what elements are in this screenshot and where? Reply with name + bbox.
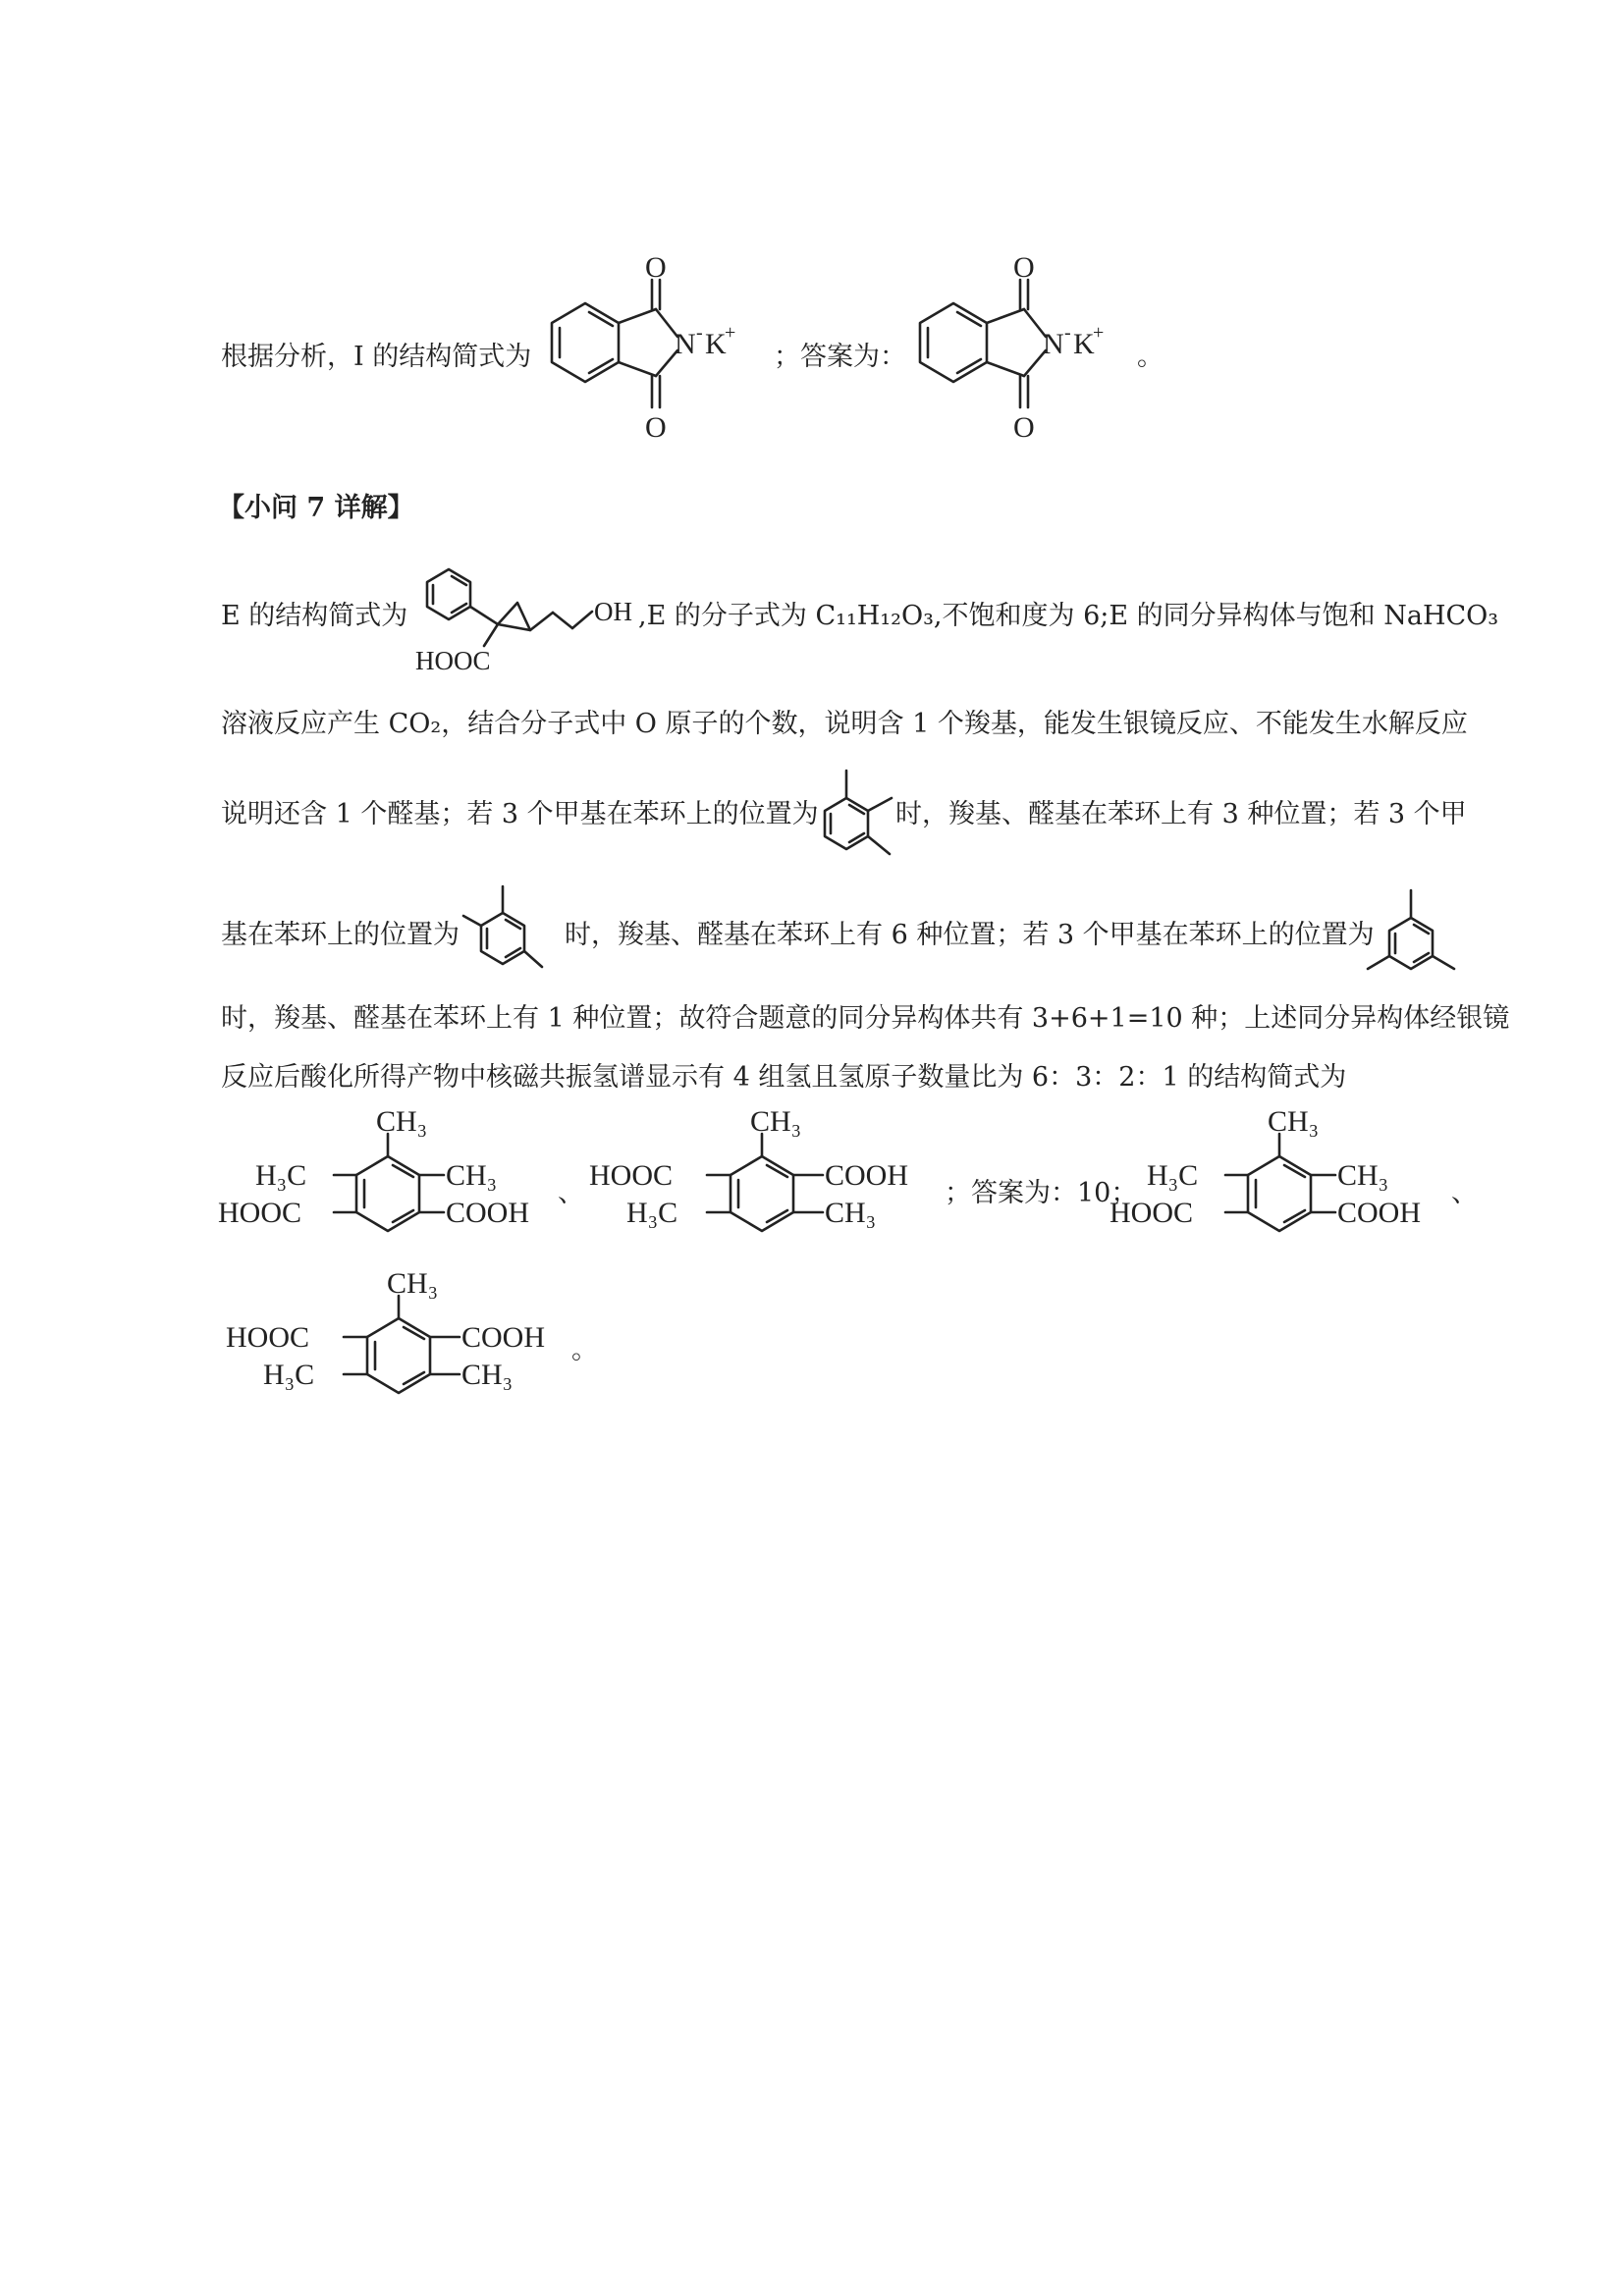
- ch3-label: CH₃: [446, 1159, 498, 1192]
- ch3-label: CH₃: [1268, 1105, 1320, 1138]
- cooh-label: COOH: [1337, 1197, 1422, 1229]
- product-structure-2: [587, 1105, 941, 1281]
- p4-text-b: 时，羧基、醛基在苯环上有 3 种位置；若 3 个甲: [895, 799, 1467, 829]
- separator: 、: [1451, 1178, 1478, 1208]
- ch3-label: CH₃: [376, 1105, 428, 1138]
- cooh-label: COOH: [446, 1197, 530, 1229]
- ch3-label: CH₃: [387, 1267, 439, 1300]
- h3c-label: H₃C: [255, 1159, 307, 1192]
- ch3-label: CH₃: [750, 1105, 802, 1138]
- answer-count: ；答案为：10；: [945, 1178, 1138, 1208]
- section-heading: 【小问 7 详解】: [218, 493, 414, 523]
- ch3-label: CH₃: [461, 1359, 514, 1391]
- potassium-label: K: [1073, 328, 1095, 360]
- nitrogen-label: N: [675, 328, 696, 360]
- carbonyl-oxygen-label: O: [645, 411, 667, 444]
- p7-text: 反应后酸化所得产物中核磁共振氢谱显示有 4 组氢且氢原子数量比为 6：3：2：1 的结构简式为: [221, 1062, 1347, 1093]
- carboxyl-label: HOOC: [415, 646, 491, 675]
- p3-text: 溶液反应产生 CO₂，结合分子式中 O 原子的个数，说明含 1 个羧基，能发生银镜反应、不能发生水解反应: [221, 709, 1468, 739]
- cooh-label: COOH: [825, 1159, 909, 1192]
- nitrogen-label: N: [1043, 328, 1064, 360]
- hooc-label: HOOC: [1110, 1197, 1194, 1229]
- cooh-label: COOH: [461, 1321, 546, 1354]
- trimethylbenzene-124-structure: [461, 869, 579, 991]
- hooc-label: HOOC: [218, 1197, 302, 1229]
- hooc-label: HOOC: [589, 1159, 674, 1192]
- potassium-label: K: [705, 328, 727, 360]
- plus-sign: +: [725, 322, 736, 344]
- h3c-label: H₃C: [626, 1197, 678, 1229]
- h3c-label: H₃C: [263, 1359, 315, 1391]
- potassium-phthalimide-structure-2: [898, 250, 1144, 471]
- ch3-label: CH₃: [1337, 1159, 1389, 1192]
- hydroxyl-label: OH: [594, 597, 632, 626]
- product-structure-4: [224, 1267, 577, 1443]
- carbonyl-oxygen-label: O: [1013, 251, 1035, 284]
- product-structure-3: [1108, 1105, 1461, 1281]
- product-structure-1: [216, 1105, 569, 1281]
- p5-text-a: 基在苯环上的位置为: [221, 920, 460, 950]
- p1-end: 。: [1137, 342, 1164, 372]
- ch3-label: CH₃: [825, 1197, 877, 1229]
- minus-sign: -: [1064, 322, 1071, 344]
- carbonyl-oxygen-label: O: [645, 251, 667, 284]
- p2-prefix: E 的结构简式为: [221, 601, 408, 631]
- p1-answer-label: ；答案为：: [774, 342, 906, 372]
- p5-text-b: 时，羧基、醛基在苯环上有 6 种位置；若 3 个甲基在苯环上的位置为: [565, 920, 1375, 950]
- final-period: 。: [571, 1335, 598, 1365]
- p2-formula-text: ,E 的分子式为 C₁₁H₁₂O₃,不饱和度为 6;E 的同分异构体与饱和 NaHCO₃: [638, 601, 1499, 631]
- separator: 、: [558, 1178, 584, 1208]
- potassium-phthalimide-structure-1: [530, 250, 776, 471]
- carbonyl-oxygen-label: O: [1013, 411, 1035, 444]
- minus-sign: -: [696, 322, 703, 344]
- hooc-label: HOOC: [226, 1321, 310, 1354]
- compound-e-structure: [407, 560, 643, 687]
- trimethylbenzene-135-structure: [1360, 879, 1468, 996]
- plus-sign: +: [1093, 322, 1105, 344]
- p1-prefix: 根据分析，I 的结构简式为: [221, 342, 532, 372]
- h3c-label: H₃C: [1147, 1159, 1199, 1192]
- p6-text: 时，羧基、醛基在苯环上有 1 种位置；故符合题意的同分异构体共有 3+6+1=10 种；上述同分异构体经银镜: [221, 1003, 1510, 1034]
- p4-text-a: 说明还含 1 个醛基；若 3 个甲基在苯环上的位置为: [221, 799, 819, 829]
